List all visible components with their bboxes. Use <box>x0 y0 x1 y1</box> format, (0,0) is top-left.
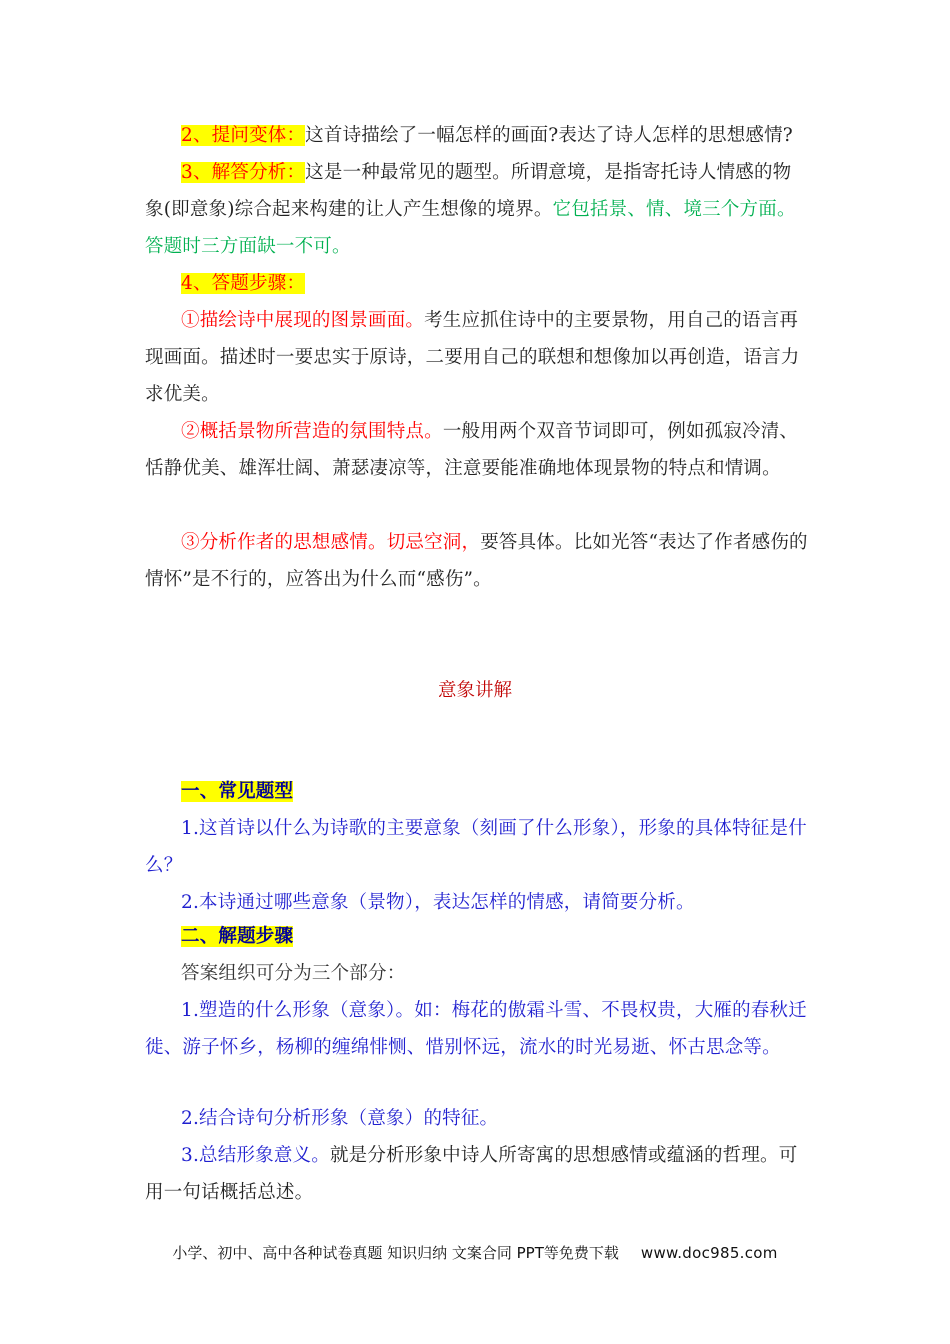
step-3-text: 要答具体。比如光答“表达了作者感伤的情怀”是不行的，应答出为什么而“感伤”。 <box>145 532 808 590</box>
question-1: 1.这首诗以什么为诗歌的主要意象（刻画了什么形象），形象的具体特征是什么？ <box>145 818 807 876</box>
solution-step-3 <box>145 1137 810 1211</box>
section-title: 意象讲解 <box>437 680 512 701</box>
answer-analysis-label: 3、解答分析： <box>181 162 306 183</box>
page-footer <box>0 1241 950 1265</box>
step-2-paragraph <box>145 413 810 487</box>
step-1-paragraph <box>145 302 810 413</box>
step-1-text: 考生应抓住诗中的主要景物，用自己的语言再现画面。描述时一要忠实于原诗，二要用自己的联想和想像加以再创造，语言力求优美。 <box>145 310 800 405</box>
answer-steps-heading <box>145 265 810 302</box>
footer-url[interactable]: www.doc985.com <box>640 1244 778 1262</box>
answer-steps-label: 4、答题步骤： <box>181 273 306 294</box>
question-variant-label: 2、提问变体： <box>181 125 306 146</box>
question-variant-paragraph <box>145 117 810 154</box>
solution-step-3-label: 3.总结形象意义。 <box>181 1145 330 1166</box>
step-2-text: 一般用两个双音节词即可，例如孤寂冷清、恬静优美、雄浑壮阔、萧瑟凄凉等，注意要能准确地体现景物的特点和情调。 <box>145 421 799 479</box>
solution-steps-label: 二、解题步骤 <box>181 926 294 947</box>
footer-text: 小学、初中、高中各种试卷真题 知识归纳 文案合同 PPT等免费下载 <box>172 1244 619 1262</box>
solution-step-3-text: 就是分析形象中诗人所寄寓的思想感情或蕴涵的哲理。可用一句话概括总述。 <box>145 1145 798 1203</box>
common-types-heading <box>145 773 810 810</box>
common-types-label: 一、常见题型 <box>181 781 294 802</box>
step-1-label: ①描绘诗中展现的图景画面。 <box>181 310 425 331</box>
step-3-paragraph <box>145 524 810 598</box>
solution-step-1-text: 1.塑造的什么形象（意象）。如：梅花的傲霜斗雪、不畏权贵，大雁的春秋迁徙、游子怀乡，杨柳的缠绵悱恻、惜别怀远，流水的时光易逝、怀古思念等。 <box>145 1000 807 1058</box>
solution-step-2: 2.结合诗句分析形象（意象）的特征。 <box>181 1108 499 1129</box>
question-variant-text: 这首诗描绘了一幅怎样的画面?表达了诗人怎样的思想感情? <box>305 125 793 146</box>
question-2: 2.本诗通过哪些意象（景物），表达怎样的情感，请简要分析。 <box>181 892 695 913</box>
step-3-label: ③分析作者的思想感情。切忌空洞， <box>181 532 481 553</box>
answer-analysis-paragraph <box>145 154 810 265</box>
answer-analysis-text: 这是一种最常见的题型。所谓意境，是指寄托诗人情感的物象(即意象)综合起来构建的让人产生想像的境界。 <box>145 162 792 220</box>
solution-step-1 <box>145 992 810 1066</box>
answer-intro: 答案组织可分为三个部分： <box>181 963 406 984</box>
step-2-label: ②概括景物所营造的氛围特点。 <box>181 421 443 442</box>
solution-steps-heading <box>145 918 810 955</box>
answer-analysis-green-text: 它包括景、情、境三个方面。答题时三方面缺一不可。 <box>145 199 796 257</box>
